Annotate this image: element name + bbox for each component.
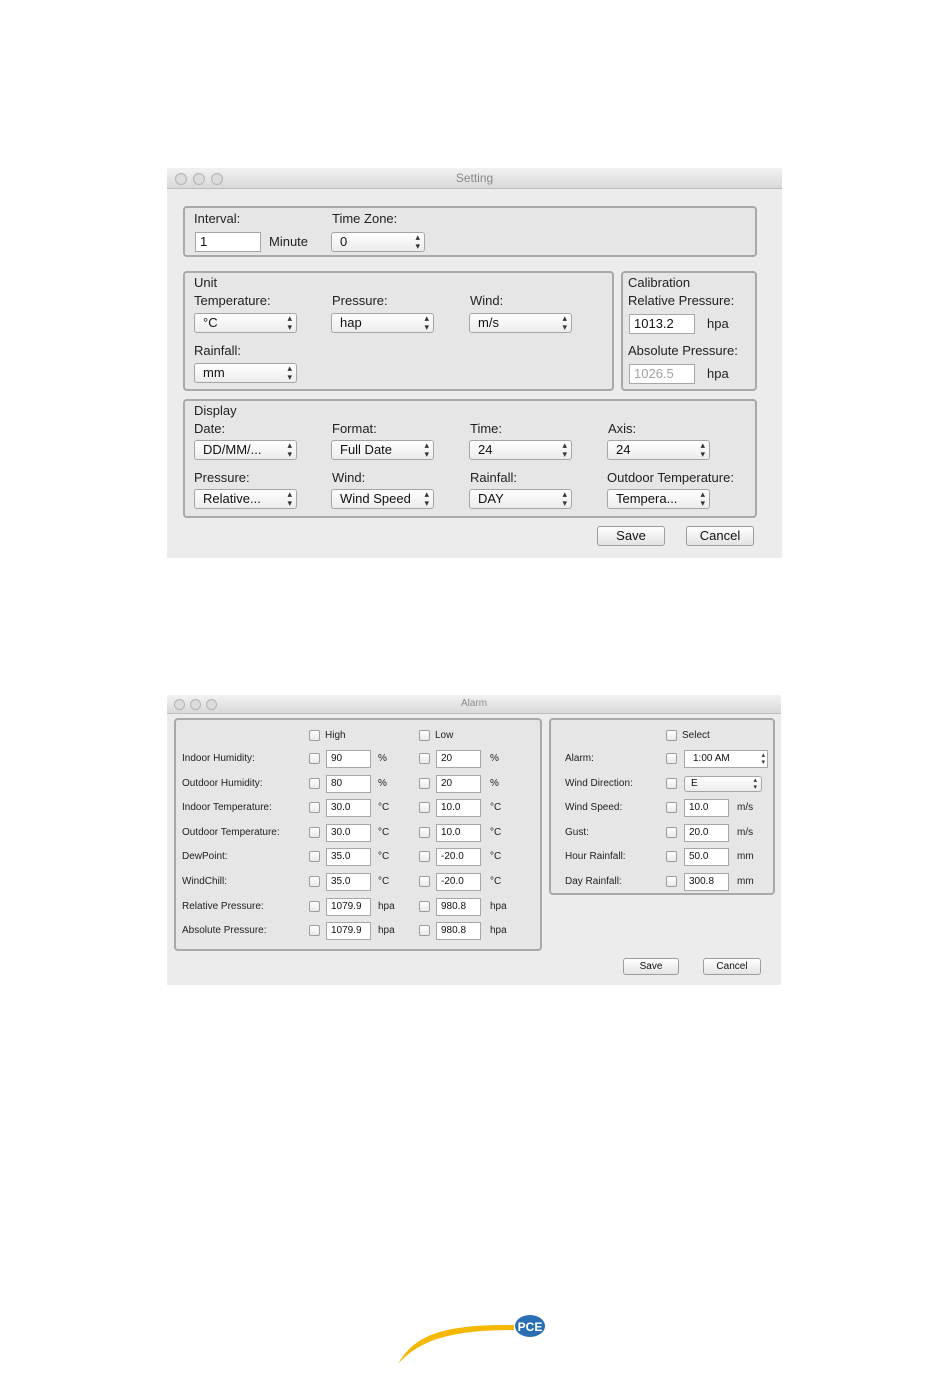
updown-arrow-icon: ▴ ▾ <box>424 489 429 508</box>
wind-direction-select[interactable]: E ▴ ▾ <box>684 776 762 792</box>
alarm-high-checkbox[interactable] <box>309 802 320 813</box>
time-label: Time: <box>470 421 503 436</box>
high-header: High <box>325 730 346 741</box>
display-wind-label: Wind: <box>332 470 366 485</box>
updown-arrow-icon: ▴ ▾ <box>700 440 705 459</box>
alarm-row-label: Absolute Pressure: <box>182 925 267 937</box>
alarm-time-stepper[interactable]: 1:00 AM ▴ ▾ <box>684 750 768 768</box>
alarm-high-input[interactable]: 35.0 <box>326 873 371 891</box>
alarm-row <box>176 775 536 795</box>
alarm-low-checkbox[interactable] <box>419 827 430 838</box>
alarm-event-checkbox[interactable] <box>666 753 677 764</box>
display-rainfall-select[interactable]: DAY ▴ ▾ <box>469 489 572 509</box>
rainfall-unit-select[interactable]: mm ▴ ▾ <box>194 363 297 383</box>
alarm-low-input[interactable]: 20 <box>436 750 481 768</box>
updown-arrow-icon: ▴ ▾ <box>415 232 420 251</box>
alarm-low-input[interactable]: 10.0 <box>436 824 481 842</box>
logo-swoosh-icon <box>398 1325 514 1364</box>
alarm-event-row <box>551 775 771 795</box>
outdoor-temperature-label: Outdoor Temperature: <box>607 470 734 485</box>
absolute-pressure-input: 1026.5 <box>629 364 695 384</box>
relative-pressure-label: Relative Pressure: <box>628 293 735 308</box>
absolute-pressure-label: Absolute Pressure: <box>628 343 738 358</box>
alarm-row <box>176 873 536 893</box>
alarm-event-row <box>551 824 771 844</box>
alarm-high-unit: % <box>378 777 387 789</box>
alarm-low-checkbox[interactable] <box>419 778 430 789</box>
alarm-event-checkbox[interactable] <box>666 802 677 813</box>
alarm-value-input[interactable]: 50.0 <box>684 848 729 866</box>
display-rainfall-label: Rainfall: <box>470 470 517 485</box>
updown-arrow-icon: ▴ ▾ <box>287 489 292 508</box>
alarm-low-unit: % <box>490 777 499 789</box>
alarm-event-checkbox[interactable] <box>666 851 677 862</box>
timezone-select[interactable]: 0 ▴ ▾ <box>331 232 425 252</box>
alarm-low-checkbox[interactable] <box>419 753 430 764</box>
alarm-event-label: Day Rainfall: <box>565 876 622 887</box>
display-wind-select[interactable]: Wind Speed ▴ ▾ <box>331 489 434 509</box>
alarm-row <box>176 922 536 942</box>
date-label: Date: <box>194 421 226 436</box>
format-label: Format: <box>332 421 377 436</box>
absolute-pressure-unit: hpa <box>707 366 729 381</box>
alarm-high-unit: hpa <box>378 925 395 937</box>
alarm-event-label: Wind Speed: <box>565 802 623 814</box>
pce-logo <box>396 1308 556 1368</box>
axis-select[interactable]: 24 ▴ ▾ <box>607 440 710 460</box>
unit-group <box>183 271 614 391</box>
alarm-row-label: DewPoint: <box>182 851 228 863</box>
alarm-save-button[interactable]: Save <box>623 958 679 975</box>
alarm-high-input[interactable]: 1079.9 <box>326 922 371 940</box>
alarm-row <box>176 824 536 844</box>
temperature-select[interactable]: °C ▴ ▾ <box>194 313 297 333</box>
interval-label: Interval: <box>194 211 241 226</box>
outdoor-temperature-select[interactable]: Tempera... ▴ ▾ <box>607 489 710 509</box>
alarm-low-unit: % <box>490 753 499 764</box>
wind-unit-select[interactable]: m/s ▴ ▾ <box>469 313 572 333</box>
unit-title: Unit <box>194 275 218 290</box>
updown-arrow-icon: ▴ ▾ <box>753 776 757 791</box>
alarm-high-unit: °C <box>378 826 390 838</box>
alarm-low-checkbox[interactable] <box>419 851 430 862</box>
relative-pressure-input[interactable]: 1013.2 <box>629 314 695 334</box>
time-select[interactable]: 24 ▴ ▾ <box>469 440 572 460</box>
alarm-high-unit: % <box>378 753 387 764</box>
alarm-row <box>176 799 536 819</box>
display-pressure-select[interactable]: Relative... ▴ ▾ <box>194 489 297 509</box>
alarm-low-unit: °C <box>490 851 502 863</box>
alarm-high-unit: hpa <box>378 900 395 912</box>
calibration-title: Calibration <box>628 275 691 290</box>
alarm-high-checkbox[interactable] <box>309 901 320 912</box>
high-select-all-checkbox[interactable] <box>309 730 320 741</box>
display-group <box>183 399 757 518</box>
window-title: Alarm <box>460 698 488 709</box>
setting-titlebar <box>167 168 782 189</box>
alarm-event-unit: m/s <box>737 826 754 838</box>
alarm-event-checkbox[interactable] <box>666 778 677 789</box>
updown-arrow-icon: ▴ ▾ <box>424 440 429 459</box>
alarm-row-label: Outdoor Temperature: <box>182 826 280 838</box>
alarm-high-unit: °C <box>378 802 390 814</box>
alarm-value-input[interactable]: 20.0 <box>684 824 729 842</box>
alarm-cancel-button[interactable]: Cancel <box>703 958 761 975</box>
calibration-group <box>621 271 757 391</box>
alarm-event-row <box>551 873 771 893</box>
alarm-high-input[interactable]: 90 <box>326 750 371 768</box>
alarm-event-row <box>551 799 771 819</box>
alarm-high-input[interactable]: 30.0 <box>326 824 371 842</box>
timezone-label: Time Zone: <box>332 211 398 226</box>
alarm-low-input[interactable]: 10.0 <box>436 799 481 817</box>
alarm-high-checkbox[interactable] <box>309 851 320 862</box>
logo-text: PCE <box>517 1320 543 1334</box>
alarm-high-unit: °C <box>378 876 390 887</box>
alarm-high-checkbox[interactable] <box>309 778 320 789</box>
pressure-unit-select[interactable]: hap ▴ ▾ <box>331 313 434 333</box>
interval-group <box>183 206 757 257</box>
pressure-unit-label: Pressure: <box>332 293 388 308</box>
alarm-low-input[interactable]: 980.8 <box>436 922 481 940</box>
alarm-row-label: Outdoor Humidity: <box>182 777 263 789</box>
updown-arrow-icon: ▴ ▾ <box>287 363 292 382</box>
alarm-row <box>176 750 536 770</box>
alarm-high-input[interactable]: 1079.9 <box>326 898 371 916</box>
stepper-arrows-icon[interactable]: ▴ ▾ <box>761 752 765 766</box>
updown-arrow-icon: ▴ ▾ <box>562 313 567 332</box>
alarm-high-input[interactable]: 35.0 <box>326 848 371 866</box>
alarm-row-label: WindChill: <box>182 876 228 887</box>
alarm-low-checkbox[interactable] <box>419 901 430 912</box>
alarm-event-row <box>551 750 771 770</box>
alarm-high-input[interactable]: 80 <box>326 775 371 793</box>
date-select[interactable]: DD/MM/... ▴ ▾ <box>194 440 297 460</box>
alarm-high-input[interactable]: 30.0 <box>326 799 371 817</box>
axis-label: Axis: <box>608 421 637 436</box>
alarm-row-label: Indoor Humidity: <box>182 753 255 764</box>
alarm-window <box>167 695 781 985</box>
relative-pressure-unit: hpa <box>707 316 729 331</box>
temperature-label: Temperature: <box>194 293 271 308</box>
alarm-low-unit: °C <box>490 826 502 838</box>
alarm-low-unit: hpa <box>490 925 507 937</box>
alarm-high-checkbox[interactable] <box>309 876 320 887</box>
alarm-event-label: Alarm: <box>565 753 594 764</box>
alarm-event-label: Wind Direction: <box>565 777 633 789</box>
alarm-thresholds-group <box>174 718 542 951</box>
setting-cancel-button[interactable]: Cancel <box>686 526 754 546</box>
alarm-event-row <box>551 848 771 868</box>
low-header: Low <box>435 730 454 741</box>
updown-arrow-icon: ▴ ▾ <box>700 489 705 508</box>
select-header: Select <box>682 730 710 741</box>
alarm-event-label: Hour Rainfall: <box>565 851 626 863</box>
alarm-titlebar <box>167 695 781 714</box>
alarm-low-checkbox[interactable] <box>419 802 430 813</box>
wind-unit-label: Wind: <box>470 293 504 308</box>
alarm-event-checkbox[interactable] <box>666 876 677 887</box>
display-pressure-label: Pressure: <box>194 470 250 485</box>
interval-input[interactable]: 1 <box>195 232 261 252</box>
alarm-value-input[interactable]: 10.0 <box>684 799 729 817</box>
alarm-low-unit: hpa <box>490 900 507 912</box>
alarm-row <box>176 848 536 868</box>
alarm-low-input[interactable]: -20.0 <box>436 873 481 891</box>
alarm-row <box>176 898 536 918</box>
updown-arrow-icon: ▴ ▾ <box>562 440 567 459</box>
setting-window <box>167 168 782 558</box>
updown-arrow-icon: ▴ ▾ <box>424 313 429 332</box>
alarm-event-label: Gust: <box>565 826 589 838</box>
format-select[interactable]: Full Date ▴ ▾ <box>331 440 434 460</box>
alarm-high-checkbox[interactable] <box>309 753 320 764</box>
select-all-checkbox[interactable] <box>666 730 677 741</box>
setting-save-button[interactable]: Save <box>597 526 665 546</box>
alarm-value-input[interactable]: 300.8 <box>684 873 729 891</box>
alarm-row-label: Indoor Temperature: <box>182 802 272 814</box>
alarm-high-unit: °C <box>378 851 390 863</box>
display-title: Display <box>194 403 237 418</box>
updown-arrow-icon: ▴ ▾ <box>287 313 292 332</box>
alarm-high-checkbox[interactable] <box>309 925 320 936</box>
alarm-events-group <box>549 718 775 895</box>
alarm-event-unit: m/s <box>737 802 754 814</box>
alarm-high-checkbox[interactable] <box>309 827 320 838</box>
alarm-low-checkbox[interactable] <box>419 925 430 936</box>
updown-arrow-icon: ▴ ▾ <box>562 489 567 508</box>
alarm-event-checkbox[interactable] <box>666 827 677 838</box>
alarm-low-unit: °C <box>490 802 502 814</box>
low-select-all-checkbox[interactable] <box>419 730 430 741</box>
alarm-event-unit: mm <box>737 851 754 863</box>
alarm-event-unit: mm <box>737 876 754 887</box>
alarm-low-unit: °C <box>490 876 502 887</box>
alarm-low-input[interactable]: -20.0 <box>436 848 481 866</box>
window-title: Setting <box>455 171 494 185</box>
alarm-low-checkbox[interactable] <box>419 876 430 887</box>
alarm-low-input[interactable]: 980.8 <box>436 898 481 916</box>
interval-unit: Minute <box>269 234 309 249</box>
alarm-row-label: Relative Pressure: <box>182 900 264 912</box>
alarm-low-input[interactable]: 20 <box>436 775 481 793</box>
updown-arrow-icon: ▴ ▾ <box>287 440 292 459</box>
rainfall-unit-label: Rainfall: <box>194 343 241 358</box>
